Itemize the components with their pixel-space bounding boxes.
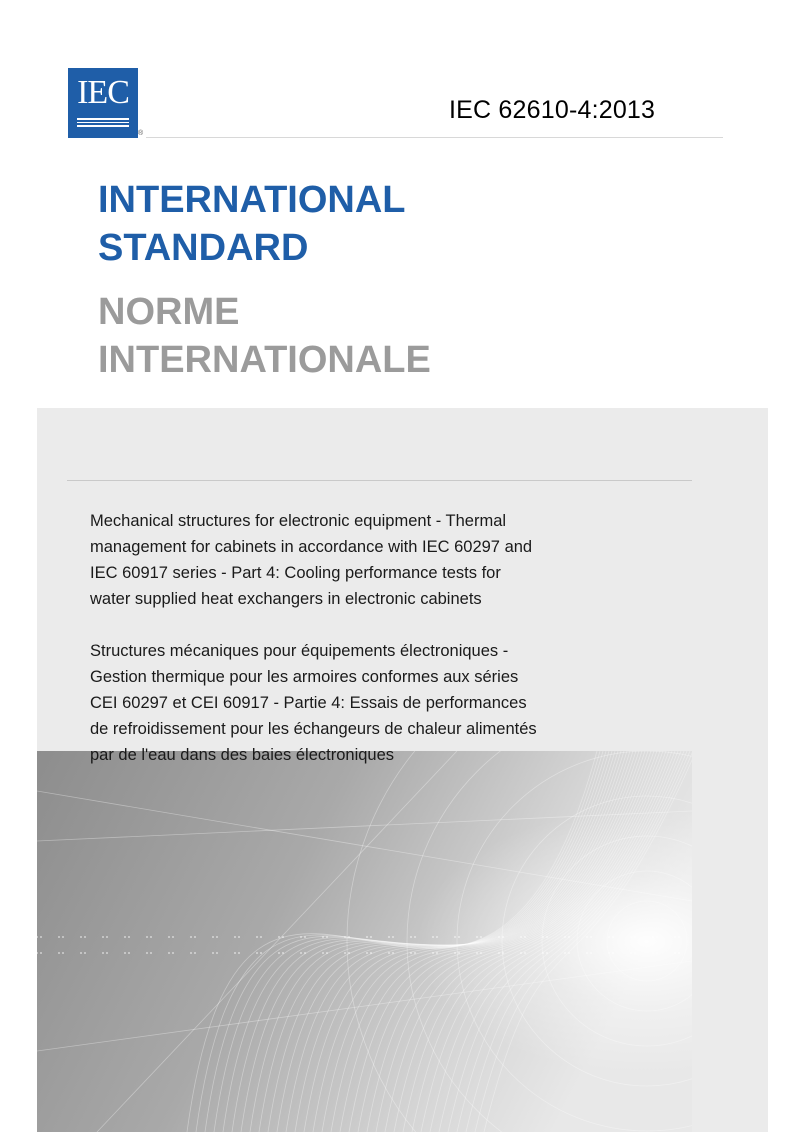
title-english: [98, 176, 406, 272]
desc-fr-line: Structures mécaniques pour équipements électroniques -: [90, 642, 509, 660]
title-fr-line-1: NORME: [98, 291, 240, 333]
logo-lines-icon: [77, 118, 129, 130]
description-english: [90, 508, 570, 612]
desc-en-line: Mechanical structures for electronic equipment - Thermal: [90, 512, 507, 530]
iec-logo: [68, 68, 138, 138]
logo-text: IEC: [77, 74, 129, 111]
standard-number: IEC 62610-4:2013: [449, 96, 656, 124]
header-divider: [146, 137, 723, 138]
cover-artwork: [37, 751, 692, 1132]
description-french: [90, 638, 570, 768]
desc-fr-line: de refroidissement pour les échangeurs de chaleur alimentés: [90, 720, 537, 738]
title-french: [98, 288, 431, 384]
panel-divider: [67, 480, 692, 481]
title-en-line-2: STANDARD: [98, 227, 309, 269]
registered-mark: ®: [138, 130, 144, 137]
desc-fr-line: par de l'eau dans des baies électroniques: [90, 746, 395, 764]
desc-en-line: water supplied heat exchangers in electronic cabinets: [90, 590, 482, 608]
desc-en-line: management for cabinets in accordance with IEC 60297 and: [90, 538, 533, 556]
title-en-line-1: INTERNATIONAL: [98, 179, 406, 221]
desc-fr-line: CEI 60297 et CEI 60917 - Partie 4: Essais de performances: [90, 694, 527, 712]
desc-fr-line: Gestion thermique pour les armoires conformes aux séries: [90, 668, 519, 686]
desc-en-line: IEC 60917 series - Part 4: Cooling performance tests for: [90, 564, 501, 582]
title-fr-line-2: INTERNATIONALE: [98, 339, 431, 381]
